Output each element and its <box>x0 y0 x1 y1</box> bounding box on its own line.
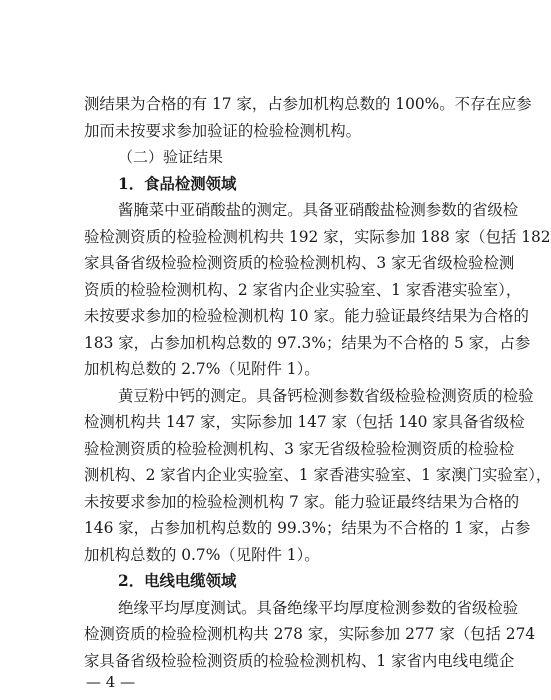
subsection-heading-cable: 2．电线电缆领域 <box>118 572 237 590</box>
paragraph-line: 家具备省级检验检测资质的检验检测机构、3 家无省级检验检测 <box>84 254 515 272</box>
paragraph-line: 黄豆粉中钙的测定。具备钙检测参数省级检验检测资质的检验 <box>118 387 534 405</box>
paragraph-line: 绝缘平均厚度测试。具备绝缘平均厚度检测参数的省级检验 <box>118 599 519 617</box>
paragraph-line: 检测资质的检验检测机构共 278 家，实际参加 277 家（包括 274 <box>84 625 536 643</box>
page-number: — 4 — <box>86 673 136 691</box>
section-heading: （二）验证结果 <box>118 148 224 166</box>
paragraph-line: 验检测资质的检验检测机构、3 家无省级检验检测资质的检验检 <box>84 440 515 458</box>
paragraph-line: 未按要求参加的检验检测机构 7 家。能力验证最终结果为合格的 <box>84 493 520 511</box>
paragraph-line: 未按要求参加的检验检测机构 10 家。能力验证最终结果为合格的 <box>84 307 529 325</box>
paragraph-line: 验检测资质的检验检测机构共 192 家，实际参加 188 家（包括 182 <box>84 228 551 246</box>
paragraph-line: 酱腌菜中亚硝酸盐的测定。具备亚硝酸盐检测参数的省级检 <box>118 201 519 219</box>
paragraph-line: 检测机构共 147 家，实际参加 147 家（包括 140 家具备省级检 <box>84 413 525 431</box>
paragraph-line: 资质的检验检测机构、2 家省内企业实验室、1 家香港实验室）， <box>84 281 522 299</box>
paragraph-line: 家具备省级检验检测资质的检验检测机构、1 家省内电线电缆企 <box>84 652 515 670</box>
paragraph-line: 测结果为合格的有 17 家，占参加机构总数的 100%。不存在应参 <box>84 95 532 113</box>
paragraph-line: 加机构总数的 0.7%（见附件 1）。 <box>84 546 320 564</box>
paragraph-line: 183 家，占参加机构总数的 97.3%；结果为不合格的 5 家，占参 <box>84 334 531 352</box>
subsection-heading-food: 1．食品检测领域 <box>118 175 237 193</box>
paragraph-line: 加机构总数的 2.7%（见附件 1）。 <box>84 360 320 378</box>
paragraph-line: 测机构、2 家省内企业实验室、1 家香港实验室、1 家澳门实验室）， <box>84 466 551 484</box>
paragraph-line: 146 家，占参加机构总数的 99.3%；结果为不合格的 1 家，占参 <box>84 519 531 537</box>
paragraph-line: 加而未按要求参加验证的检验检测机构。 <box>84 122 362 140</box>
